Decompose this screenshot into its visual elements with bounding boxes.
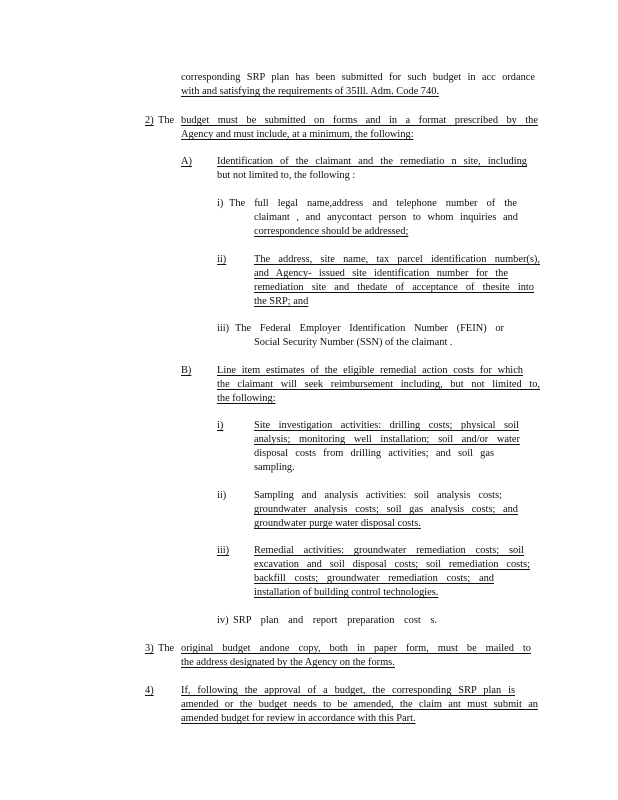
subitem-label: iii) [217, 323, 230, 334]
text-line: but not limited to, the following : [217, 170, 356, 181]
item-lead-word: The [158, 643, 175, 654]
text-line: groundwater analysis costs; soil gas analysis costs; and [254, 504, 518, 515]
text-line: Sampling and analysis activities: soil analysis costs; [254, 490, 502, 501]
text-line: groundwater purge water disposal costs. [254, 518, 421, 529]
text-line: corresponding SRP plan has been submitted for such budget in acc ordance [181, 72, 535, 83]
text-line: SRP plan and report preparation cost s. [233, 615, 437, 626]
text-line: Site investigation activities: drilling costs; physical soil [254, 420, 519, 431]
text-line: the following: [217, 393, 276, 404]
text-line: backfill costs; groundwater remediation costs; and [254, 573, 494, 584]
subitem-label: ii) [217, 254, 227, 265]
text-line: Identification of the claimant and the remediatio n site, including [217, 156, 527, 167]
item-number: 4) [145, 685, 154, 696]
text-line: Remedial activities: groundwater remediation costs; soil [254, 545, 524, 556]
subitem-label: iii) [217, 545, 230, 556]
text-line: sampling. [254, 462, 295, 473]
subitem-label: iv) [217, 615, 229, 626]
text-line: excavation and soil disposal costs; soil remediation costs; [254, 559, 530, 570]
text-line: amended or the budget needs to be amended, the claim ant must submit an [181, 699, 538, 710]
text-line: budget must be submitted on forms and in a format prescribed by the [181, 115, 538, 126]
text-line: the claimant will seek reimbursement including, but not limited to, [217, 379, 540, 390]
text-line: analysis; monitoring well installation; soil and/or water [254, 434, 520, 445]
text-line: The full legal name,address and telephone number of the [229, 198, 517, 209]
text-line: remediation site and thedate of acceptance of thesite into [254, 282, 534, 293]
text-line: original budget andone copy, both in paper form, must be mailed to [181, 643, 531, 654]
text-line: claimant , and anycontact person to whom inquiries and [254, 212, 518, 223]
subitem-label: i) [217, 198, 224, 209]
item-number: 3) [145, 643, 154, 654]
text-line: the address designated by the Agency on the forms. [181, 657, 395, 668]
text-line: and Agency- issued site identification number for the [254, 268, 508, 279]
subitem-label: A) [181, 156, 192, 167]
text-line: installation of building control technologies. [254, 587, 439, 598]
text-line: disposal costs from drilling activities; and soil gas [254, 448, 494, 459]
text-line: correspondence should be addressed; [254, 226, 409, 237]
text-line: If, following the approval of a budget, the corresponding SRP plan is [181, 685, 515, 696]
text-line: with and satisfying the requirements of 35Ill. Adm. Code 740. [181, 86, 439, 97]
item-lead-word: The [158, 115, 175, 126]
text-line: The address, site name, tax parcel identification number(s), [254, 254, 540, 265]
text-line: Line item estimates of the eligible remedial action costs for which [217, 365, 523, 376]
item-number: 2) [145, 115, 154, 126]
text-line: Social Security Number (SSN) of the claimant . [254, 337, 453, 348]
text-line: The Federal Employer Identification Number (FEIN) or [235, 323, 504, 334]
subitem-label: B) [181, 365, 192, 376]
text-line: amended budget for review in accordance with this Part. [181, 713, 416, 724]
subitem-label: i) [217, 420, 224, 431]
text-line: the SRP; and [254, 296, 309, 307]
subitem-label: ii) [217, 490, 227, 501]
text-line: Agency and must include, at a minimum, the following: [181, 129, 414, 140]
